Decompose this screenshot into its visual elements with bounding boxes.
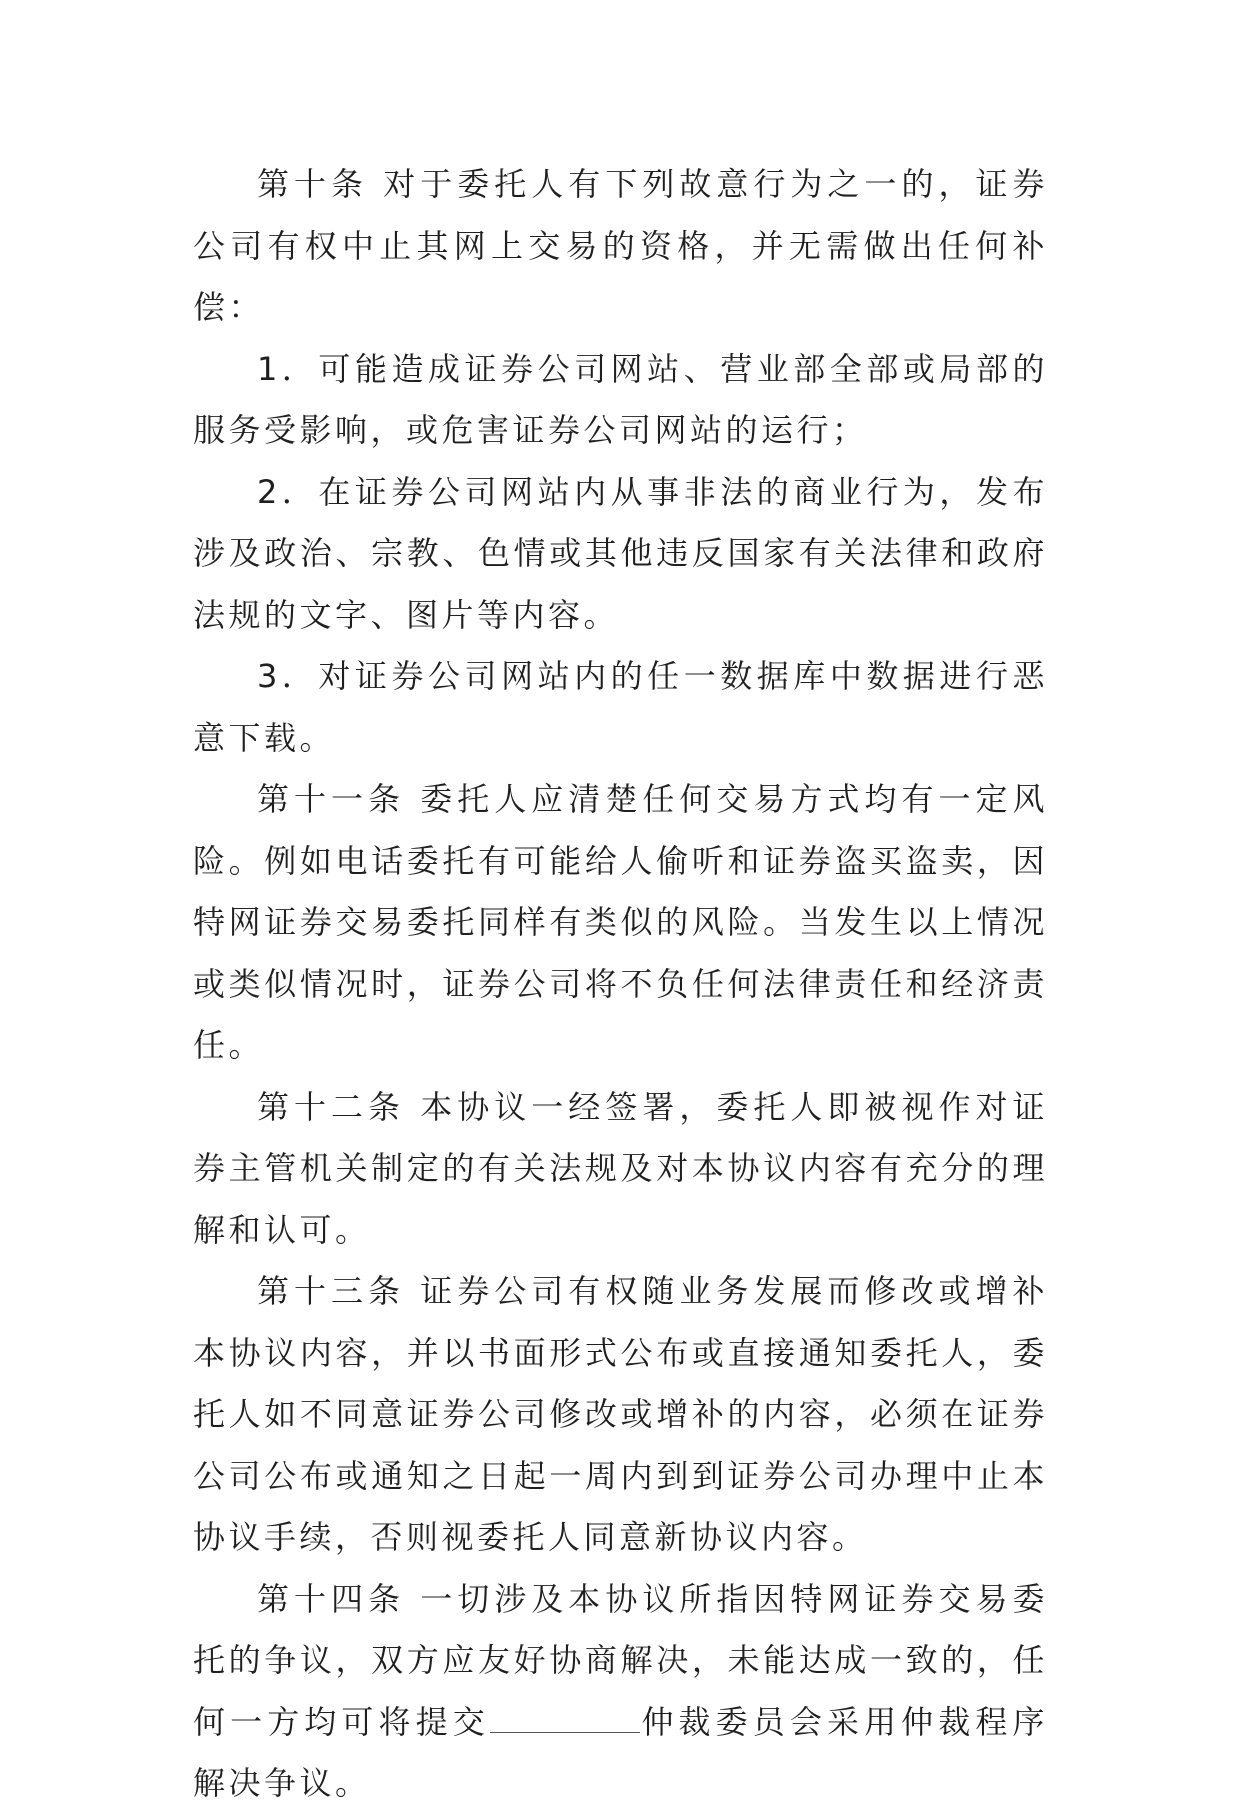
article-14-text-after: 仲裁委员会采用仲裁程序解决争议。: [193, 1702, 1048, 1802]
document-body: [193, 154, 1048, 1815]
article-12: 第十二条 本协议一经签署，委托人即被视作对证券主管机关制定的有关法规及对本协议内容有充分的理解和认可。: [193, 1087, 1048, 1249]
article-14: [193, 1569, 1048, 1815]
article-11: 第十一条 委托人应清楚任何交易方式均有一定风险。例如电话委托有可能给人偷听和证券盗买盗卖，因特网证券交易委托同样有类似的风险。当发生以上情况或类似情况时，证券公司将不负任何法律责任和经济责任。: [193, 780, 1048, 1064]
article-10-item-3: 3．对证券公司网站内的任一数据库中数据进行恶意下载。: [193, 657, 1048, 757]
article-14-text-before: 第十四条 一切涉及本协议所指因特网证券交易委托的争议，双方应友好协商解决，未能达成一致的，任何一方均可将提交: [193, 1579, 1048, 1741]
article-10: 第十条 对于委托人有下列故意行为之一的，证券公司有权中止其网上交易的资格，并无需做出任何补偿：: [193, 165, 1048, 326]
article-10-item-1: 1．可能造成证券公司网站、营业部全部或局部的服务受影响，或危害证券公司网站的运行；: [193, 349, 1048, 449]
article-10-item-2: 2．在证券公司网站内从事非法的商业行为，发布涉及政治、宗教、色情或其他违反国家有关法律和政府法规的文字、图片等内容。: [193, 472, 1048, 634]
blank-fill-line: [490, 1702, 640, 1733]
article-13: 第十三条 证券公司有权随业务发展而修改或增补本协议内容，并以书面形式公布或直接通知委托人，委托人如不同意证券公司修改或增补的内容，必须在证券公司公布或通知之日起一周内到到证券公司办理中止本协议手续，否则视委托人同意新协议内容。: [193, 1272, 1048, 1556]
